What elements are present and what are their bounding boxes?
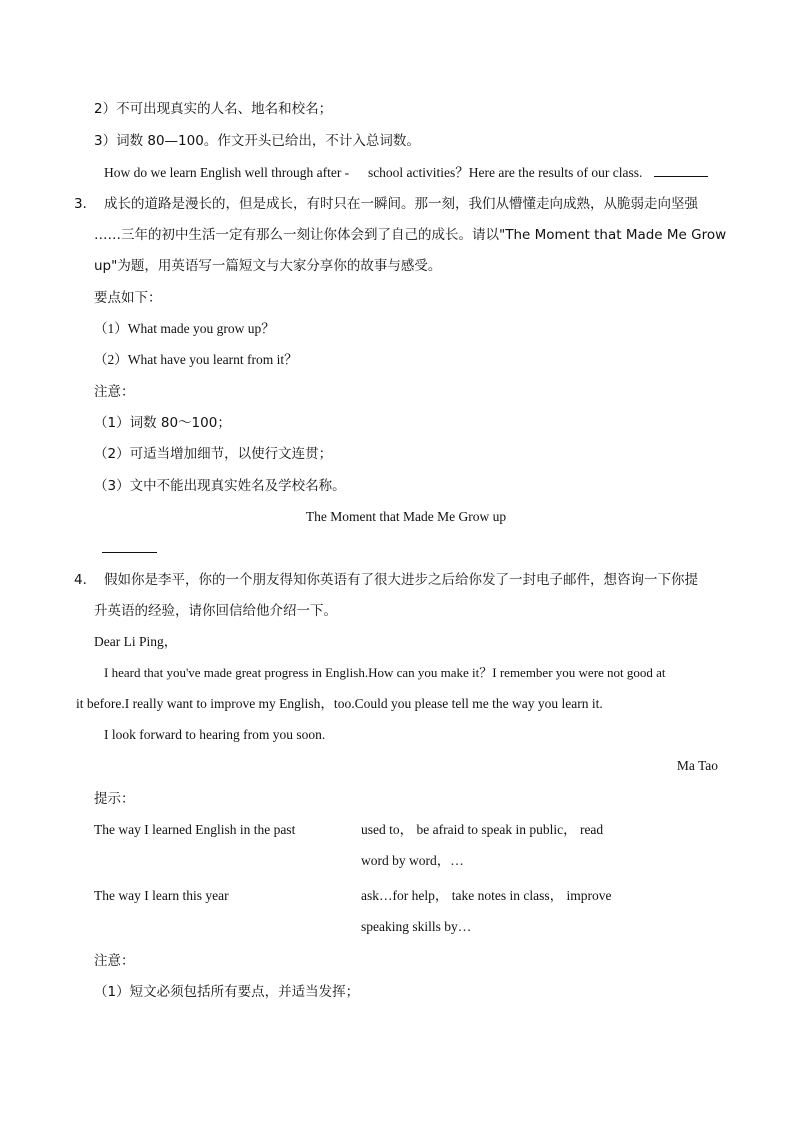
q4-prompt-line-1: 假如你是李平，你的一个朋友得知你英语有了很大进步之后给你发了一封电子邮件，想咨询一下你提	[104, 572, 698, 588]
q4-signature: Ma Tao	[676, 758, 718, 773]
q3-note-3: （3）文中不能出现真实姓名及学校名称。	[94, 478, 346, 494]
q4-hint-detail: used to， be afraid to speak in public， read	[361, 822, 604, 837]
q3-prompt-line-3: up"为题，用英语写一篇短文与大家分享你的故事与感受。	[94, 258, 442, 274]
q2-opening-sentence	[104, 165, 708, 181]
q3-prompt-line-1: 成长的道路是漫长的，但是成长，有时只在一瞬间。那一刻，我们从懵懂走向成熟，从脆弱走向坚强	[104, 196, 698, 212]
q4-hint-topic: The way I learned English in the past	[94, 822, 296, 837]
q4-hint-detail: speaking skills by…	[361, 919, 472, 934]
q3-essay-title: The Moment that Made Me Grow up	[305, 509, 507, 524]
q4-letter-line-2: it before.I really want to improve my English，too.Could you please tell me the way you learn it.	[76, 696, 603, 711]
q3-notes-heading: 注意：	[94, 384, 135, 400]
q4-note-1: （1）短文必须包括所有要点，并适当发挥；	[94, 984, 360, 1000]
q3-prompt-line-2: ……三年的初中生活一定有那么一刻让你体会到了自己的成长。请以"The Moment that Made Me Grow	[94, 227, 727, 243]
q3-point-1: （1）What made you grow up？	[94, 321, 275, 336]
q2-opening-part-b: school activities？Here are the results of our class.	[367, 165, 643, 180]
q4-letter-line-3: I look forward to hearing from you soon.	[104, 727, 326, 742]
q3-number: 3．	[74, 196, 97, 212]
q3-note-2: （2）可适当增加细节，以使行文连贯；	[94, 446, 333, 462]
q2-note-3: 3）词数 80—100。作文开头已给出，不计入总词数。	[94, 133, 420, 149]
q4-hint-detail: ask…for help， take notes in class， improve	[361, 888, 612, 903]
q4-notes-heading: 注意：	[94, 953, 135, 969]
q3-point-2: （2）What have you learnt from it？	[94, 352, 298, 367]
q3-note-1: （1）词数 80～100；	[94, 415, 231, 431]
q4-letter-line-1: I heard that you've made great progress in English.How can you make it？I remember you were not good at	[104, 665, 666, 680]
q2-note-2: 2）不可出现真实的人名、地名和校名；	[94, 101, 333, 117]
q4-number: 4．	[74, 572, 97, 588]
q3-answer-blank	[102, 537, 157, 553]
q4-hint-topic: The way I learn this year	[94, 888, 229, 903]
q2-answer-blank	[654, 176, 708, 177]
q4-prompt-line-2: 升英语的经验，请你回信给他介绍一下。	[94, 603, 337, 619]
q4-hint-heading: 提示：	[94, 791, 135, 807]
q3-points-heading: 要点如下：	[94, 290, 162, 306]
q4-hint-detail: word by word，…	[361, 853, 464, 868]
q2-opening-part-a: How do we learn English well through after -	[104, 165, 350, 180]
q4-salutation: Dear Li Ping，	[94, 634, 178, 649]
